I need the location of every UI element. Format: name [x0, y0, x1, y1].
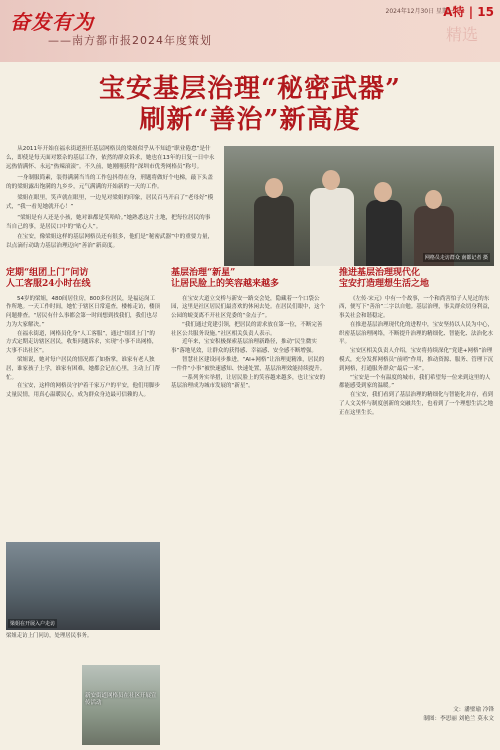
column-paragraph: 在推进基层治理现代化的进程中，宝安坚持以人民为中心，织密基层治理网络，不断提升治理的精细化、智能化、法治化水平。 [339, 321, 494, 346]
section-banner [0, 0, 500, 62]
issue-date: 2024年12月30日 星期一 [385, 8, 454, 15]
column-3 [339, 268, 494, 418]
column-paragraph: “宝安是一个有温度的城市，我们希望每一位来到这里的人都能感受到家的温暖。” [339, 374, 491, 390]
column-1-caption: 梁姐走访上门问访，处理居民事务。 [6, 633, 93, 639]
banner-subtitle: ——南方都市报2024年度策划 [48, 34, 212, 47]
lead-paragraph: “梁姐是有人还是小孩，她对谁都是笑哈哈。”她熟悉这片土地，把每位居民的事当自己的事，是居民口中的“贴心人”。 [6, 214, 211, 230]
column-paragraph: 近年来，宝安积极探索基层治理新路径，推动“民生微实事”落地见效，让群众的获得感、幸福感、安全感不断增强。 [171, 339, 317, 355]
brand-title: 奋发有为 [10, 10, 94, 34]
lead-paragraph: 梁姐在眼里，笑声就在眼里，一边见对梁姐的印象，居民百马开启了“老母好”模式，“我一看见她就开心！” [6, 194, 214, 210]
photo-person [310, 188, 354, 266]
article-headline [0, 74, 500, 135]
column-subhead: 基层治理“新星” 让居民脸上的笑容越来越多 [171, 268, 280, 290]
column-1-photo-caption: 梁姐在开展入户走访 [10, 621, 56, 627]
column-paragraph: 在宝安，这样的网格员守护着千家万户的平安，他们用脚步丈量民情，用真心温暖民心，成为群众身边最可信赖的人。 [6, 383, 161, 399]
column-paragraph: 在福永街道，网格员化身“人工客服”，通过“组团上门”的方式定期走访辖区居民，收集问题诉求，实现“小事不出网格，大事不出社区”。 [6, 330, 158, 355]
decorative-watermark: 精选 [445, 25, 478, 44]
photo-face [265, 178, 283, 198]
column-paragraph: 梁姐说，她对每户居民的情况都了如指掌，谁家有老人独居，谁家孩子上学，谁家有困难，她都会记在心里，主动上门帮忙。 [6, 357, 161, 381]
lead-paragraph: 在宝安，像梁姐这样的基层网格员还有很多，他们是“秘密武器”中的重要力量，以点滴行动助力基层治理迈向“善治”新高度。 [6, 234, 214, 250]
column-paragraph: 宝安区相关负责人介绍，宝安将持续深化“党建+网格”治理模式，充分发挥网格员“前哨”作用，推动资源、服务、管理下沉到网格，打通服务群众“最后一米”。 [339, 348, 494, 372]
small-photo-caption: 新安街道网格员在社区开展宣传活动 [85, 693, 157, 707]
headline-line-1: 宝安基层治理“秘密武器” [99, 74, 401, 104]
column-subhead: 推进基层治理现代化 宝安打造理想生活之地 [339, 268, 430, 290]
lead-paragraphs [6, 145, 215, 253]
column-paragraph: 一系列务实举措，让居民脸上的笑容越来越多，也让宝安的基层治理成为城市发展的“新星”。 [171, 374, 326, 390]
main-photo [224, 146, 494, 266]
photo-person [254, 196, 294, 266]
column-paragraph: “我们通过党建引领，把居民的需求放在第一位，不断完善社区公共服务设施。”社区相关负责人表示。 [171, 321, 323, 337]
photo-face [322, 170, 340, 190]
photo-person [366, 200, 402, 266]
lead-paragraph: 一身制服简素，装得满满当当的工作包抖得在身，刑题将做好个电梯，敲下头盖的的梁姐露出饱满的九乡乡，元气满满的开始新的一天的工作。 [6, 174, 213, 190]
column-paragraph: 在宝安大道立交桥与新安一路交会处，隐藏着一个口袋公园，这里是社区居民们最喜欢的休闲去处。在居民们眼中，这个公园的蜕变离不开社区党委的“金点子”。 [171, 295, 326, 320]
column-subhead: 定期“组团上门”问访 人工客服24小时在线 [6, 268, 91, 290]
headline-line-2: 刷新“善治”新高度 [139, 104, 361, 135]
column-1 [6, 268, 160, 400]
photo-face [374, 182, 392, 202]
column-paragraph: 智慧社区建设同步推进，“AI+网格”让治理更精准，居民的一件件“小事”被快速感知、快速处置，基层治理效能持续提升。 [171, 357, 326, 372]
main-photo-caption: 网格员走访群众 南都记者 摄 [424, 255, 488, 261]
column-1-photo [6, 542, 160, 630]
column-2 [171, 268, 327, 391]
small-activity-photo [82, 665, 160, 745]
column-paragraph: 在宝安，我们看到了基层治理的精细化与智能化并存，看到了人文关怀与制度创新的交融共生，也看到了一个理想生活之地正在这里生长。 [339, 392, 494, 416]
article-credits [339, 706, 494, 724]
column-paragraph: 54岁的梁姐，480间居住房，800多位居民，是福运岗工作所地。一天工作时间，她忙于辖区日常巡查，楼栋走访，楼顶问题排查。“居民有什么事都会第一时间想到找我们，我们也尽力为大家解决。” [6, 295, 161, 328]
column-paragraph: 《左传·宋元》中有一个故事，一个和尚害怕子人见过的东西，便写下“善治”二字以自勉。基层治理，事关群众切身利益，事关社会和谐稳定。 [339, 295, 494, 320]
credit-designers: 制图：李思丽 刘艳兰 莫永文 [423, 715, 494, 722]
page-number: A特 | 15 [443, 5, 494, 19]
photo-face [425, 190, 442, 209]
lead-paragraph: 从2011年开始在福永街道担任基层网格员的梁姐似乎从不知道“职业倦怠”是什么，即使是每天面对繁杂的基层工作，依然的群众诉求，她也在13年的日复一日中永远热情满怀、永远“热辣滚滚”。不久前，她刚刚获得“深圳市优秀网格员”称号。 [6, 146, 215, 170]
credit-writers: 文：潘璧瑜 冷锋 [453, 707, 494, 713]
